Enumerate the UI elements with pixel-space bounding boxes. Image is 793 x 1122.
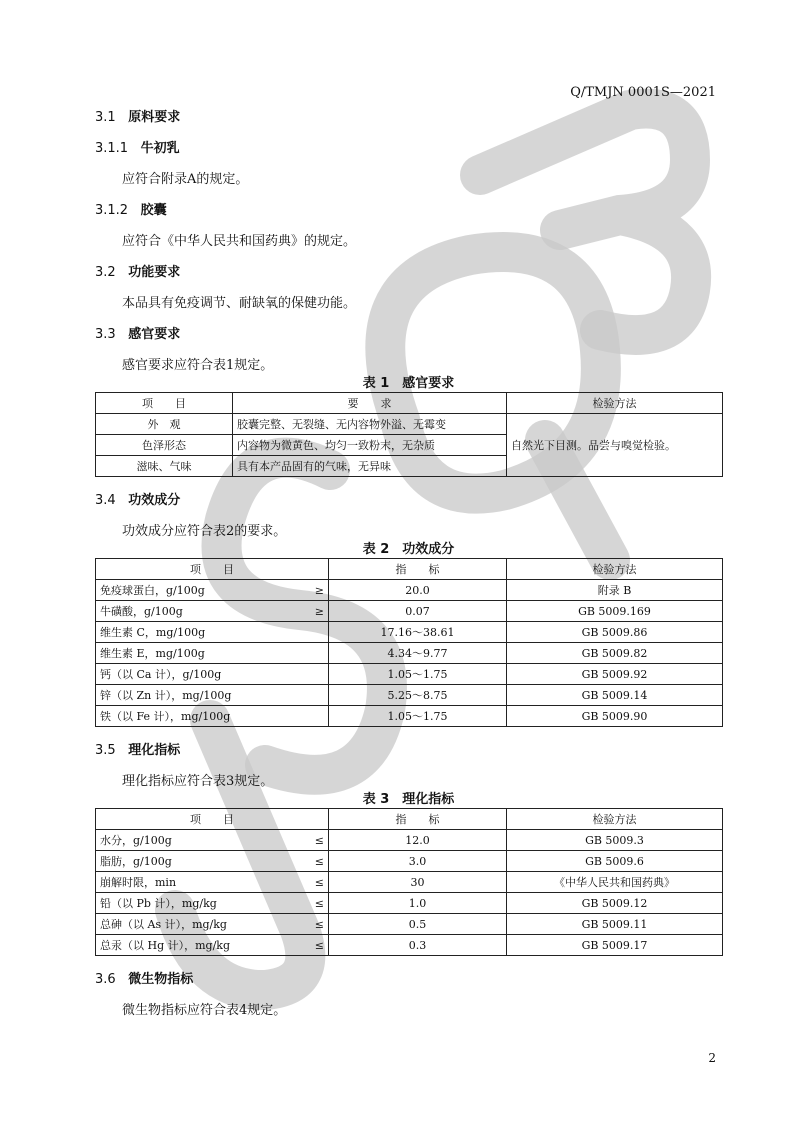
table-cell-value: 0.5 <box>329 914 507 935</box>
table-row <box>96 935 723 956</box>
table-row <box>96 643 723 664</box>
spacer <box>95 477 722 491</box>
section-number: 3.4 <box>95 493 116 508</box>
comparison-symbol: ≤ <box>314 896 324 910</box>
table-cell-item <box>96 935 329 956</box>
section-3-1-1-heading <box>95 139 722 170</box>
table-cell-value: 12.0 <box>329 830 507 851</box>
item-label: 钙（以 Ca 计），g/100g <box>100 668 222 681</box>
section-title: 原料要求 <box>128 110 181 125</box>
section-title: 胶囊 <box>140 203 167 218</box>
section-3-6-heading <box>95 970 722 1001</box>
table-cell-method: GB 5009.92 <box>507 664 723 685</box>
table-header-row <box>96 809 723 830</box>
table-header-cell: 检验方法 <box>507 393 723 414</box>
comparison-symbol: ≥ <box>314 583 324 597</box>
item-label: 铅（以 Pb 计），mg/kg <box>100 897 217 910</box>
item-label: 总砷（以 As 计），mg/kg <box>100 918 227 931</box>
table-cell-value: 17.16～38.61 <box>329 622 507 643</box>
table-row <box>96 893 723 914</box>
table-cell-method: GB 5009.82 <box>507 643 723 664</box>
table-cell-method: GB 5009.86 <box>507 622 723 643</box>
table-1-sensory <box>95 392 723 477</box>
section-3-6-text: 微生物指标应符合表4规定。 <box>122 1003 287 1018</box>
comparison-symbol: ≤ <box>314 833 324 847</box>
table-cell-value: 1.0 <box>329 893 507 914</box>
section-3-3-text: 感官要求应符合表1规定。 <box>122 358 274 373</box>
table-3-physicochemical <box>95 808 723 956</box>
comparison-symbol: ≤ <box>314 938 324 952</box>
table-cell-value: 0.07 <box>329 601 507 622</box>
item-label: 铁（以 Fe 计），mg/100g <box>100 710 231 723</box>
table-cell-item: 色泽形态 <box>96 435 233 456</box>
table-cell-item <box>96 914 329 935</box>
item-label: 锌（以 Zn 计），mg/100g <box>100 689 232 702</box>
section-title: 功能要求 <box>128 265 181 280</box>
section-title: 感官要求 <box>128 327 181 342</box>
table-cell-method: GB 5009.12 <box>507 893 723 914</box>
item-label: 崩解时限，min <box>100 876 177 889</box>
page-number: 2 <box>708 1051 716 1065</box>
table-cell-method: GB 5009.14 <box>507 685 723 706</box>
comparison-symbol: ≤ <box>314 917 324 931</box>
table-row <box>96 706 723 727</box>
table-header-cell: 项 目 <box>96 393 233 414</box>
document-body <box>95 108 722 1032</box>
table-cell-item <box>96 580 329 601</box>
table-row <box>96 914 723 935</box>
table-cell-method: GB 5009.90 <box>507 706 723 727</box>
section-3-1-2-heading <box>95 201 722 232</box>
table-cell-item <box>96 664 329 685</box>
section-3-4-heading <box>95 491 722 522</box>
table-cell-method: 附录 B <box>507 580 723 601</box>
table-cell-value: 1.05～1.75 <box>329 706 507 727</box>
table-cell-item <box>96 851 329 872</box>
table-row <box>96 601 723 622</box>
table-cell-item <box>96 622 329 643</box>
spacer <box>95 956 722 970</box>
table-row <box>96 851 723 872</box>
table-cell-item: 滋味、气味 <box>96 456 233 477</box>
spacer <box>95 727 722 741</box>
section-number: 3.2 <box>95 265 116 280</box>
table-cell-value: 30 <box>329 872 507 893</box>
table-cell-item <box>96 643 329 664</box>
table-cell-value: 5.25～8.75 <box>329 685 507 706</box>
section-3-3-heading <box>95 325 722 356</box>
section-3-1-heading <box>95 108 722 139</box>
table-cell-method: GB 5009.169 <box>507 601 723 622</box>
table-header-row <box>96 393 723 414</box>
table-cell-item <box>96 685 329 706</box>
table-row <box>96 830 723 851</box>
section-number: 3.1.1 <box>95 141 129 156</box>
table-cell-item <box>96 830 329 851</box>
table-cell-method: GB 5009.6 <box>507 851 723 872</box>
table-header-cell: 检验方法 <box>507 559 723 580</box>
comparison-symbol: ≤ <box>314 854 324 868</box>
table-1-title: 表 1 感官要求 <box>362 376 455 391</box>
table-header-cell: 项 目 <box>96 559 329 580</box>
table-header-cell: 指 标 <box>329 559 507 580</box>
table-cell-method: GB 5009.3 <box>507 830 723 851</box>
section-3-4-text: 功效成分应符合表2的要求。 <box>122 524 287 539</box>
table-cell-item: 外 观 <box>96 414 233 435</box>
section-number: 3.5 <box>95 743 116 758</box>
section-title: 微生物指标 <box>128 972 194 987</box>
table-row <box>96 622 723 643</box>
table-row <box>96 872 723 893</box>
item-label: 牛磺酸，g/100g <box>100 605 183 618</box>
section-3-1-1-text: 应符合附录A的规定。 <box>122 172 249 187</box>
section-3-5-text: 理化指标应符合表3规定。 <box>122 774 274 789</box>
standard-code: Q/TMJN 0001S—2021 <box>570 85 716 100</box>
table-cell-item <box>96 893 329 914</box>
table-cell-requirement: 胶囊完整、无裂缝、无内容物外溢、无霉变 <box>233 414 507 435</box>
item-label: 总汞（以 Hg 计），mg/kg <box>100 939 231 952</box>
table-cell-requirement: 内容物为微黄色、均匀一致粉末，无杂质 <box>233 435 507 456</box>
table-row <box>96 664 723 685</box>
section-title: 功效成分 <box>128 493 181 508</box>
section-3-2-text: 本品具有免疫调节、耐缺氧的保健功能。 <box>122 296 357 311</box>
table-cell-value: 0.3 <box>329 935 507 956</box>
table-cell-value: 20.0 <box>329 580 507 601</box>
table-cell-method: 《中华人民共和国药典》 <box>507 872 723 893</box>
section-number: 3.1.2 <box>95 203 129 218</box>
table-header-cell: 项 目 <box>96 809 329 830</box>
section-3-1-2-text: 应符合《中华人民共和国药典》的规定。 <box>122 234 357 249</box>
section-number: 3.3 <box>95 327 116 342</box>
table-row <box>96 414 723 435</box>
table-cell-item <box>96 601 329 622</box>
table-header-cell: 指 标 <box>329 809 507 830</box>
section-number: 3.6 <box>95 972 116 987</box>
table-header-row <box>96 559 723 580</box>
comparison-symbol: ≥ <box>314 604 324 618</box>
table-cell-requirement: 具有本产品固有的气味，无异味 <box>233 456 507 477</box>
item-label: 维生素 C，mg/100g <box>100 626 206 639</box>
table-header-cell: 检验方法 <box>507 809 723 830</box>
table-row <box>96 580 723 601</box>
table-2-title: 表 2 功效成分 <box>362 542 455 557</box>
table-cell-value: 4.34～9.77 <box>329 643 507 664</box>
table-cell-item <box>96 872 329 893</box>
table-cell-value: 3.0 <box>329 851 507 872</box>
table-2-functional-components <box>95 558 723 727</box>
table-header-cell: 要 求 <box>233 393 507 414</box>
section-3-5-heading <box>95 741 722 772</box>
table-3-title: 表 3 理化指标 <box>362 792 455 807</box>
table-cell-method: GB 5009.17 <box>507 935 723 956</box>
table-cell-method: GB 5009.11 <box>507 914 723 935</box>
table-cell-item <box>96 706 329 727</box>
section-3-2-heading <box>95 263 722 294</box>
comparison-symbol: ≤ <box>314 875 324 889</box>
item-label: 维生素 E，mg/100g <box>100 647 205 660</box>
item-label: 脂肪，g/100g <box>100 855 172 868</box>
item-label: 免疫球蛋白，g/100g <box>100 584 205 597</box>
item-label: 水分，g/100g <box>100 834 172 847</box>
section-title: 牛初乳 <box>140 141 180 156</box>
table-row <box>96 685 723 706</box>
table-cell-value: 1.05～1.75 <box>329 664 507 685</box>
table-cell-method: 自然光下目测。品尝与嗅觉检验。 <box>507 414 723 477</box>
section-number: 3.1 <box>95 110 116 125</box>
section-title: 理化指标 <box>128 743 181 758</box>
